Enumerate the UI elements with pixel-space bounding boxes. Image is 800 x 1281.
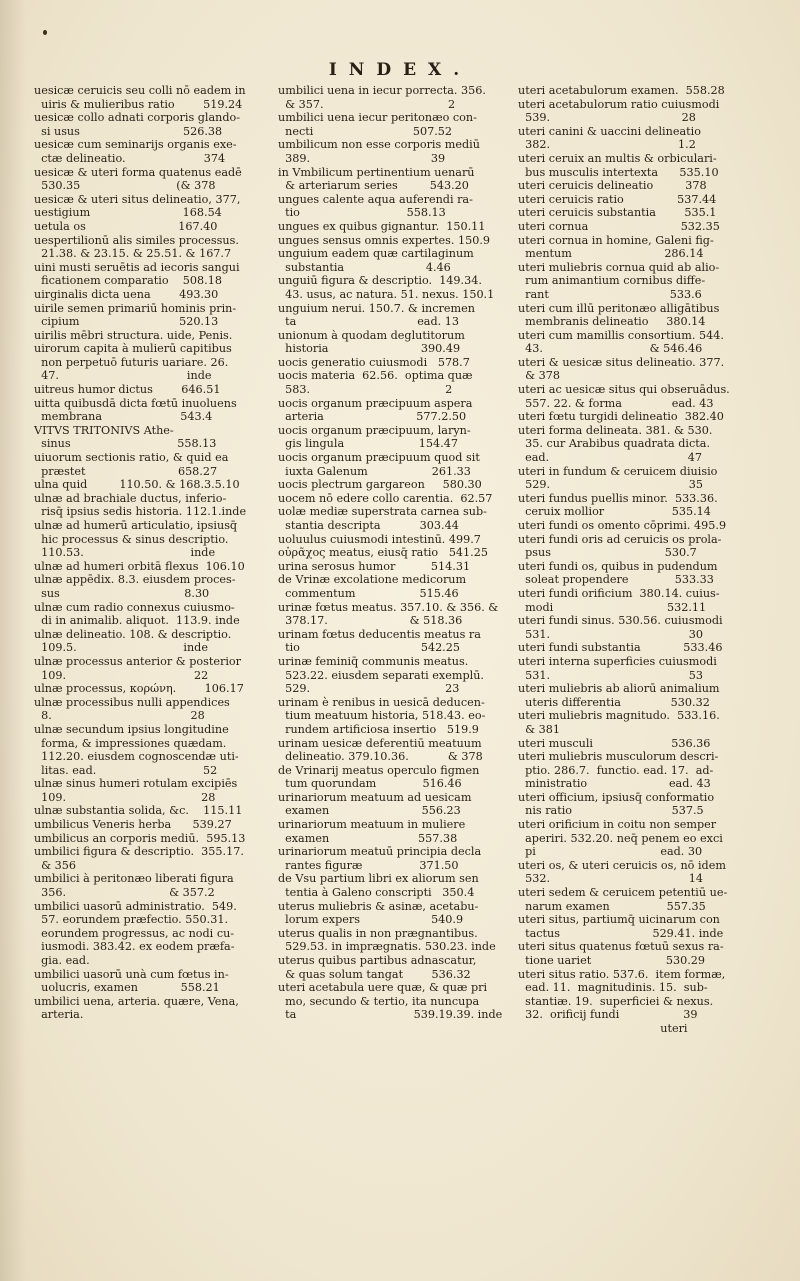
index-line: uocis organum præcipuum, laryn- (278, 423, 471, 437)
index-line: uteri acetabulorum examen. 558.28 (518, 84, 725, 97)
index-line: uesicæ & uteri forma quatenus eadē (34, 165, 242, 179)
index-line: uteri situs, partiumq̄ uicinarum con (518, 913, 720, 927)
index-line: uteri forma delineata. 381. & 530. (518, 423, 713, 437)
index-column-3 (518, 84, 758, 1036)
index-line: uteri muliebris cornua quid ab alio- (518, 260, 720, 274)
index-line: 529. 35 (518, 478, 703, 492)
index-line: uocis plectrum gargareon 580.30 (278, 478, 482, 492)
index-line: uestigium 168.54 (34, 206, 222, 220)
index-line: 43. & 546.46 (518, 342, 703, 356)
index-line: ta ead. 13 (278, 315, 459, 329)
index-line: uesicæ ceruicis seu colli nō eadem in (34, 84, 246, 97)
index-line: ulnæ ad humeri orbitā flexus 106.10 (34, 559, 245, 573)
index-line: uteri situs quatenus fœtuū sexus ra- (518, 940, 724, 954)
index-line: uocis generatio cuiusmodi 578.7 (278, 355, 470, 369)
index-line: 389. 39 (278, 151, 446, 165)
index-line: uteri fundi orificium 380.14. cuius- (518, 586, 720, 600)
index-line: 532. 14 (518, 872, 703, 886)
index-line: arteria. (34, 1008, 84, 1022)
index-line: unguium nerui. 150.7. & incremen (278, 301, 475, 315)
index-line: uteri ac uesicæ situs qui obseruādus. (518, 383, 730, 397)
index-line: 35. cur Arabibus quadrata dicta. (518, 437, 711, 451)
index-line: ungues ex quibus gignantur. 150.11 (278, 219, 486, 233)
index-line: 8. 28 (34, 709, 205, 723)
index-line: uterus muliebris & asinæ, acetabu- (278, 899, 479, 913)
index-line: tium meatuum historia, 518.43. eo- (278, 709, 486, 723)
page-gutter-shadow (0, 0, 26, 1281)
index-line: gia. ead. (34, 954, 90, 967)
index-line: uteri fundus puellis minor. 533.36. (518, 491, 718, 505)
index-line: urina serosus humor 514.31 (278, 559, 471, 573)
index-line: 57. eorundem præfectio. 550.31. (34, 913, 229, 927)
index-line: uocem nō edere collo carentia. 62.57 (278, 491, 493, 505)
index-line: si usus 526.38 (34, 124, 223, 138)
index-line: 529.53. in imprægnatis. 530.23. inde (278, 940, 496, 954)
index-line: umbilici uasorū unà cum fœtus in- (34, 967, 229, 981)
index-line: sus 8.30 (34, 586, 210, 600)
index-line: risq̄ ipsius sedis historia. 112.1.inde (34, 505, 247, 519)
index-line: uteri cum mamillis consortium. 544. (518, 328, 724, 342)
index-line: stantiæ. 19. superficiei & nexus. (518, 994, 714, 1008)
index-line: οὐρᾶχος meatus, eiusq̄ ratio 541.25 (278, 546, 488, 560)
index-line: rundem artificiosa insertio 519.9 (278, 722, 479, 736)
index-line: 382. 1.2 (518, 138, 696, 152)
index-line: rant 533.6 (518, 287, 702, 301)
index-line: uirorum capita à mulierū capitibus (34, 342, 232, 356)
index-line: iusmodi. 383.42. ex eodem præfa- (34, 940, 235, 954)
index-line: uterus quibus partibus adnascatur, (278, 954, 477, 967)
index-line: 531. 30 (518, 627, 703, 641)
index-line: uteri ceruicis delineatio 378 (518, 179, 707, 193)
index-line: tentia à Galeno conscripti 350.4 (278, 886, 475, 900)
index-line: 109.5. inde (34, 641, 208, 655)
index-line: ulnæ ad brachiale ductus, inferio- (34, 491, 227, 505)
index-line: sinus 558.13 (34, 437, 217, 451)
index-line: aperiri. 532.20. neq̄ penem eo exci (518, 831, 723, 845)
index-line: 43. usus, ac natura. 51. nexus. 150.1 (278, 287, 495, 301)
index-line: uitta quibusdā dicta fœtū inuoluens (34, 396, 237, 410)
index-line: urinæ feminiq̄ communis meatus. (278, 654, 469, 668)
index-line: examen 557.38 (278, 831, 458, 845)
index-line: uteri musculi 536.36 (518, 736, 711, 750)
index-line: ulnæ cum radio connexus cuiusmo- (34, 600, 235, 614)
index-line: examen 556.23 (278, 804, 461, 818)
index-line: uteri fundi sinus. 530.56. cuiusmodi (518, 614, 723, 628)
index-line: ead. 11. magnitudinis. 15. sub- (518, 981, 708, 995)
index-line: narum examen 557.35 (518, 899, 706, 913)
index-line: ulnæ ad humerū articulatio, ipsiusq̄ (34, 519, 238, 532)
index-line: uesicæ collo adnati corporis glando- (34, 111, 241, 125)
index-line: uocis materia 62.56. optima quæ (278, 369, 473, 383)
index-line: uteris differentia 530.32 (518, 695, 710, 709)
index-line: uirginalis dicta uena 493.30 (34, 287, 219, 301)
index-line: umbilici figura & descriptio. 355.17. (34, 845, 244, 859)
index-line: uteri fundi oris ad ceruicis os prola- (518, 532, 722, 546)
index-line: uteri situs ratio. 537.6. item formæ, (518, 967, 726, 981)
index-line: unionum à quodam deglutitorum (278, 328, 465, 342)
index-line: umbilici uena, arteria. quære, Vena, (34, 994, 239, 1008)
index-line: 583. 2 (278, 383, 453, 397)
index-line: nis ratio 537.5 (518, 804, 704, 818)
index-line: urinam uesicæ deferentiū meatuum (278, 736, 482, 750)
index-line: urinariorum meatuum in muliere (278, 818, 466, 832)
index-line: uteri fœtu turgidi delineatio 382.40 (518, 410, 724, 424)
index-line: 531. 53 (518, 668, 703, 682)
index-line: uteri interna superficies cuiusmodi (518, 654, 717, 668)
index-line: uoluulus cuiusmodi intestinū. 499.7 (278, 532, 481, 546)
index-line: ptio. 286.7. functio. ead. 17. ad- (518, 763, 714, 777)
index-line: uteri cum illū peritonæo alligātibus (518, 301, 720, 315)
index-line: uirile semen primariū hominis prin- (34, 301, 237, 315)
index-line: uteri fundi os omento cōprimi. 495.9 (518, 519, 727, 532)
index-line: stantia descripta 303.44 (278, 519, 459, 532)
index-line: uespertilionū alis similes processus. (34, 233, 239, 247)
index-line: uirilis mēbri structura. uide, Penis. (34, 328, 233, 342)
index-line: umbilicum non esse corporis mediū (278, 138, 480, 152)
index-line: historia 390.49 (278, 342, 461, 356)
index-line: uolæ mediæ superstrata carnea sub- (278, 505, 487, 519)
index-line: de Vsu partium libri ex aliorum sen (278, 872, 479, 886)
index-line: mentum 286.14 (518, 247, 704, 261)
index-line: ulnæ secundum ipsius longitudine (34, 722, 229, 736)
index-line: ceruix mollior 535.14 (518, 505, 711, 519)
index-line: umbilicus an corporis mediū. 595.13 (34, 831, 246, 845)
index-line: litas. ead. 52 (34, 763, 218, 777)
index-line: unguium eadem quæ cartilaginum (278, 247, 474, 261)
index-line: ctæ delineatio. 374 (34, 151, 226, 165)
index-line: 47. inde (34, 369, 212, 383)
index-line: 109. 28 (34, 790, 216, 804)
index-line: uteri ceruix an multis & orbiculari- (518, 151, 717, 165)
index-line: urinæ fœtus meatus. 357.10. & 356. & (278, 600, 499, 614)
index-line: umbilicus Veneris herba 539.27 (34, 818, 232, 832)
index-line: membranis delineatio 380.14 (518, 315, 706, 329)
index-line: umbilici uena iecur peritonæo con- (278, 111, 477, 125)
index-line: mo, secundo & tertio, ita nuncupa (278, 994, 480, 1008)
index-line: uocis organum præcipuum quod sit (278, 451, 480, 465)
index-line: ficationem comparatio 508.18 (34, 274, 222, 288)
index-column-2 (278, 84, 518, 1022)
index-line: uteri (518, 1021, 688, 1035)
index-line: 530.35 (& 378 (34, 179, 216, 193)
index-line: ulnæ substantia solida, &c. 115.11 (34, 804, 243, 818)
index-line: pi ead. 30 (518, 845, 703, 859)
index-line: uiris & mulieribus ratio 519.24 (34, 97, 243, 111)
index-line: urinam è renibus in uesicā deducen- (278, 695, 485, 709)
index-line: 21.38. & 23.15. & 25.51. & 167.7 (34, 247, 232, 261)
index-line: uiuorum sectionis ratio, & quid ea (34, 451, 229, 465)
index-line: 112.20. eiusdem cognoscendæ uti- (34, 750, 239, 764)
index-line: tactus 529.41. inde (518, 926, 724, 940)
index-line: uteri acetabulorum ratio cuiusmodi (518, 97, 720, 111)
index-line: tum quorundam 516.46 (278, 777, 462, 791)
index-line: ulnæ processus anterior & posterior (34, 654, 242, 668)
index-line: 557. 22. & forma ead. 43 (518, 396, 714, 410)
index-line: uteri cornua in homine, Galeni fig- (518, 233, 714, 247)
index-line: ulnæ processus, κορώνη. 106.17 (34, 682, 244, 696)
index-line: uteri orificium in coitu non semper (518, 818, 717, 832)
index-line: ulnæ sinus humeri rotulam excipiēs (34, 777, 238, 791)
index-line: arteria 577.2.50 (278, 410, 467, 424)
index-line: uteri ceruicis ratio 537.44 (518, 192, 717, 206)
index-line: ministratio ead. 43 (518, 777, 711, 791)
index-line: ead. 47 (518, 451, 703, 465)
index-line: membrana 543.4 (34, 410, 213, 424)
index-line: & 381 (518, 722, 560, 736)
index-line: uteri muliebris magnitudo. 533.16. (518, 709, 720, 723)
index-line: ulna quid 110.50. & 168.3.5.10 (34, 478, 240, 492)
index-line: VITVS TRITONIVS Athe- (34, 423, 174, 437)
index-line: forma, & impressiones quædam. (34, 736, 227, 750)
index-line: uini musti seruētis ad iecoris sangui (34, 260, 240, 274)
index-line: uetula os 167.40 (34, 219, 218, 233)
index-line: 356. & 357.2 (34, 886, 215, 900)
index-line: uteri os, & uteri ceruicis os, nō idem (518, 858, 726, 872)
index-line: de Vrinarij meatus operculo figmen (278, 763, 480, 777)
index-line: & arteriarum series 543.20 (278, 179, 469, 193)
index-line: uteri in fundum & ceruicem diuisio (518, 464, 718, 478)
index-line: unguiū figura & descriptio. 149.34. (278, 274, 482, 288)
index-line: eorundem progressus, ac nodi cu- (34, 926, 235, 940)
index-line: ungues calente aqua auferendi ra- (278, 192, 473, 206)
index-line: ulnæ processibus nulli appendices (34, 695, 230, 709)
index-line: umbilici à peritonæo liberati figura (34, 872, 234, 886)
index-line: substantia 4.46 (278, 260, 451, 274)
index-line: & 357. 2 (278, 97, 456, 111)
index-line: delineatio. 379.10.36. & 378 (278, 750, 483, 764)
index-line: urinariorum meatuū principia decla (278, 845, 482, 859)
index-line: commentum 515.46 (278, 586, 459, 600)
index-line: uteri sedem & ceruicem petentiū ue- (518, 886, 728, 900)
index-line: 32. orificij fundi 39 (518, 1008, 698, 1022)
index-line: uteri & uesicæ situs delineatio. 377. (518, 355, 725, 369)
index-line: 529. 23 (278, 682, 460, 696)
index-line: soleat propendere 533.33 (518, 573, 714, 587)
index-line: tione uariet 530.29 (518, 954, 706, 967)
index-line: in Vmbilicum pertinentium uenarū (278, 165, 475, 179)
index-line: psus 530.7 (518, 546, 697, 560)
index-line: uteri ceruicis substantia 535.1 (518, 206, 717, 220)
index-line: rantes figuræ 371.50 (278, 858, 459, 872)
ink-speck (43, 30, 47, 35)
index-column-1 (34, 84, 274, 1022)
index-line: tio 542.25 (278, 641, 460, 655)
index-line: hic processus & sinus descriptio. (34, 532, 229, 546)
index-line: cipium 520.13 (34, 315, 219, 329)
index-line: 109. 22 (34, 668, 209, 682)
index-line: iuxta Galenum 261.33 (278, 464, 471, 478)
index-line: bus musculis intertexta 535.10 (518, 165, 719, 179)
index-line: 378.17. & 518.36 (278, 614, 463, 628)
index-line: uesicæ cum seminarijs organis exe- (34, 138, 237, 152)
index-line: umbilici uasorū administratio. 549. (34, 899, 237, 913)
index-line: 110.53. inde (34, 546, 216, 560)
index-line: ungues sensus omnis expertes. 150.9 (278, 233, 490, 247)
index-line: urinam fœtus deducentis meatus ra (278, 627, 481, 641)
index-line: 539. 28 (518, 111, 696, 125)
index-line: rum animantium cornibus diffe- (518, 274, 706, 288)
index-line: uteri cornua 532.35 (518, 219, 720, 233)
index-line: uterus qualis in non prægnantibus. (278, 926, 478, 940)
index-line: uteri fundi substantia 533.46 (518, 641, 723, 655)
index-line: præstet 658.27 (34, 464, 218, 478)
index-line: 523.22. eiusdem separati exemplū. (278, 668, 484, 682)
index-line: uteri acetabula uere quæ, & quæ pri (278, 981, 488, 995)
index-line: & 378 (518, 369, 560, 383)
index-line: lorum expers 540.9 (278, 913, 464, 927)
index-line: uteri muliebris musculorum descri- (518, 750, 719, 764)
index-line: uteri canini & uaccini delineatio (518, 124, 701, 138)
index-line: uteri fundi os, quibus in pudendum (518, 559, 718, 573)
index-line: ulnæ appēdix. 8.3. eiusdem proces- (34, 573, 236, 587)
index-line: uolucris, examen 558.21 (34, 981, 220, 995)
index-line: di in animalib. aliquot. 113.9. inde (34, 614, 240, 628)
index-line: tio 558.13 (278, 206, 446, 220)
index-line: urinariorum meatuum ad uesicam (278, 790, 472, 804)
index-line: de Vrinæ excolatione medicorum (278, 573, 467, 587)
page-header: INDEX. (328, 60, 472, 80)
index-line: uteri officium, ipsiusq̄ conformatio (518, 790, 715, 804)
index-line: & quas solum tangat 536.32 (278, 967, 471, 981)
index-line: umbilici uena in iecur porrecta. 356. (278, 84, 486, 97)
index-line: uesicæ & uteri situs delineatio, 377, (34, 192, 241, 206)
index-line: gis lingula 154.47 (278, 437, 458, 451)
index-line: & 356 (34, 858, 76, 872)
index-line: uteri muliebris ab aliorū animalium (518, 682, 720, 696)
index-line: ulnæ delineatio. 108. & descriptio. (34, 627, 232, 641)
index-line: non perpetuō futuris uariare. 26. (34, 355, 229, 369)
index-line: necti 507.52 (278, 124, 452, 138)
index-line: uitreus humor dictus 646.51 (34, 383, 221, 397)
index-line: ta 539.19.39. inde (278, 1008, 503, 1022)
index-line: modi 532.11 (518, 600, 707, 614)
index-line: uocis organum præcipuum aspera (278, 396, 473, 410)
